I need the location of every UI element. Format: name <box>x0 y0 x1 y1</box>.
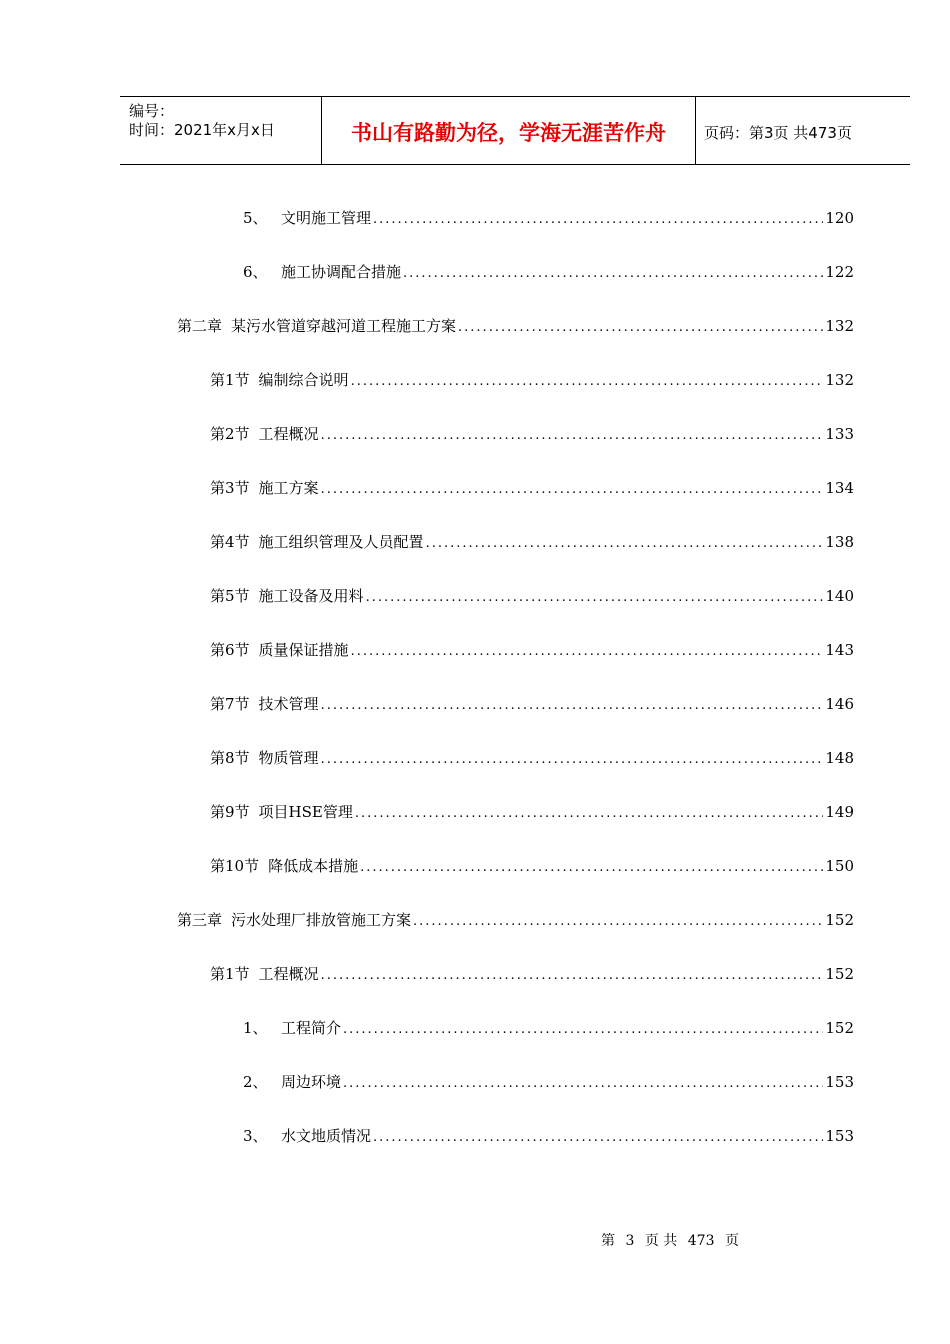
toc-entry-title: 施工协调配合措施 <box>281 263 402 281</box>
toc-entry-page: 153 <box>825 1127 854 1145</box>
toc-entry-title: 水文地质情况 <box>281 1127 372 1145</box>
toc-leader-dots <box>321 749 824 771</box>
toc-entry[interactable] <box>210 747 854 769</box>
toc-entry-title: 技术管理 <box>258 695 319 713</box>
toc-entry[interactable] <box>210 693 854 715</box>
toc-entry[interactable] <box>210 585 854 607</box>
toc-entry[interactable] <box>210 369 854 391</box>
footer-current-page: 3 <box>625 1233 635 1249</box>
toc-entry[interactable] <box>210 855 854 877</box>
toc-entry-title: 施工设备及用料 <box>258 587 364 605</box>
toc-entry[interactable] <box>210 963 854 985</box>
toc-entry-number: 第4节 <box>210 533 250 551</box>
page-number-footer <box>598 1230 742 1250</box>
toc-entry-page: 138 <box>825 533 854 551</box>
toc-entry-number: 第10节 <box>210 857 260 875</box>
toc-entry-number: 第三章 <box>177 911 223 929</box>
toc-entry-title: 工程简介 <box>281 1019 342 1037</box>
toc-entry-page: 150 <box>825 857 854 875</box>
toc-entry-page: 148 <box>825 749 854 767</box>
toc-leader-dots <box>355 803 824 825</box>
toc-entry-number: 5、 <box>243 209 268 227</box>
header-page-info: 页码：第3页 共473页 <box>704 124 852 142</box>
toc-entry-title: 某污水管道穿越河道工程施工方案 <box>231 317 457 335</box>
toc-entry-page: 122 <box>825 263 854 281</box>
toc-entry-number: 第6节 <box>210 641 250 659</box>
toc-entry-page: 152 <box>825 965 854 983</box>
toc-entry-page: 152 <box>825 1019 854 1037</box>
toc-entry[interactable] <box>243 261 854 283</box>
toc-entry-page: 133 <box>825 425 854 443</box>
toc-entry-number: 第2节 <box>210 425 250 443</box>
toc-leader-dots <box>343 1073 823 1095</box>
toc-entry-title: 项目HSE管理 <box>258 803 353 821</box>
page-footer <box>0 1230 950 1250</box>
footer-total-pages: 473 <box>687 1233 715 1249</box>
toc-entry[interactable] <box>243 207 854 229</box>
toc-entry-number: 1、 <box>243 1019 268 1037</box>
toc-leader-dots <box>321 695 824 717</box>
toc-entry-title: 污水处理厂排放管施工方案 <box>231 911 412 929</box>
toc-entry[interactable] <box>177 315 854 337</box>
toc-entry-title: 工程概况 <box>258 965 319 983</box>
toc-leader-dots <box>373 209 823 231</box>
toc-leader-dots <box>366 587 824 609</box>
toc-entry-number: 第1节 <box>210 965 250 983</box>
toc-entry[interactable] <box>177 909 854 931</box>
toc-entry-page: 149 <box>825 803 854 821</box>
toc-entry[interactable] <box>243 1017 854 1039</box>
footer-prefix: 第 <box>601 1233 616 1249</box>
toc-entry[interactable] <box>210 531 854 553</box>
toc-entry-number: 第7节 <box>210 695 250 713</box>
toc-leader-dots <box>321 479 824 501</box>
time-label: 时间：2021年x月x日 <box>129 121 275 139</box>
toc-entry-number: 第二章 <box>177 317 223 335</box>
toc-leader-dots <box>426 533 824 555</box>
toc-entry-page: 132 <box>825 371 854 389</box>
toc-entry-title: 质量保证措施 <box>258 641 349 659</box>
toc-leader-dots <box>403 263 823 285</box>
toc-entry-number: 第9节 <box>210 803 250 821</box>
serial-label: 编号： <box>129 102 175 120</box>
toc-entry[interactable] <box>210 423 854 445</box>
header-meta-cell <box>120 97 321 164</box>
toc-entry[interactable] <box>210 639 854 661</box>
toc-entry-number: 6、 <box>243 263 268 281</box>
toc-leader-dots <box>351 641 824 663</box>
toc-entry[interactable] <box>243 1125 854 1147</box>
toc-entry[interactable] <box>210 801 854 823</box>
toc-entry-page: 140 <box>825 587 854 605</box>
document-header <box>120 96 910 165</box>
toc-entry-title: 物质管理 <box>258 749 319 767</box>
toc-entry-page: 146 <box>825 695 854 713</box>
toc-entry-number: 3、 <box>243 1127 268 1145</box>
toc-leader-dots <box>360 857 823 879</box>
toc-entry[interactable] <box>243 1071 854 1093</box>
toc-entry[interactable] <box>210 477 854 499</box>
toc-entry-title: 编制综合说明 <box>258 371 349 389</box>
toc-entry-page: 152 <box>825 911 854 929</box>
header-motto: 书山有路勤为径，学海无涯苦作舟 <box>351 121 666 145</box>
toc-entry-page: 120 <box>825 209 854 227</box>
toc-entry-number: 第3节 <box>210 479 250 497</box>
toc-entry-title: 施工组织管理及人员配置 <box>258 533 424 551</box>
toc-entry-page: 134 <box>825 479 854 497</box>
toc-leader-dots <box>321 965 824 987</box>
footer-middle: 页 共 <box>644 1233 678 1249</box>
header-page-cell <box>695 97 910 164</box>
toc-entry-title: 降低成本措施 <box>268 857 359 875</box>
toc-entry-title: 文明施工管理 <box>281 209 372 227</box>
footer-suffix: 页 <box>724 1233 739 1249</box>
toc-entry-number: 第1节 <box>210 371 250 389</box>
toc-leader-dots <box>343 1019 823 1041</box>
header-motto-cell <box>321 97 696 164</box>
toc-leader-dots <box>413 911 823 933</box>
toc-entry-page: 132 <box>825 317 854 335</box>
toc-entry-number: 第8节 <box>210 749 250 767</box>
toc-leader-dots <box>373 1127 823 1149</box>
toc-entry-title: 施工方案 <box>258 479 319 497</box>
toc-entry-title: 工程概况 <box>258 425 319 443</box>
toc-leader-dots <box>458 317 823 339</box>
toc-entry-page: 143 <box>825 641 854 659</box>
toc-entry-number: 第5节 <box>210 587 250 605</box>
toc-entry-page: 153 <box>825 1073 854 1091</box>
toc-leader-dots <box>321 425 824 447</box>
toc-entry-title: 周边环境 <box>281 1073 342 1091</box>
toc-leader-dots <box>351 371 824 393</box>
toc-entry-number: 2、 <box>243 1073 268 1091</box>
